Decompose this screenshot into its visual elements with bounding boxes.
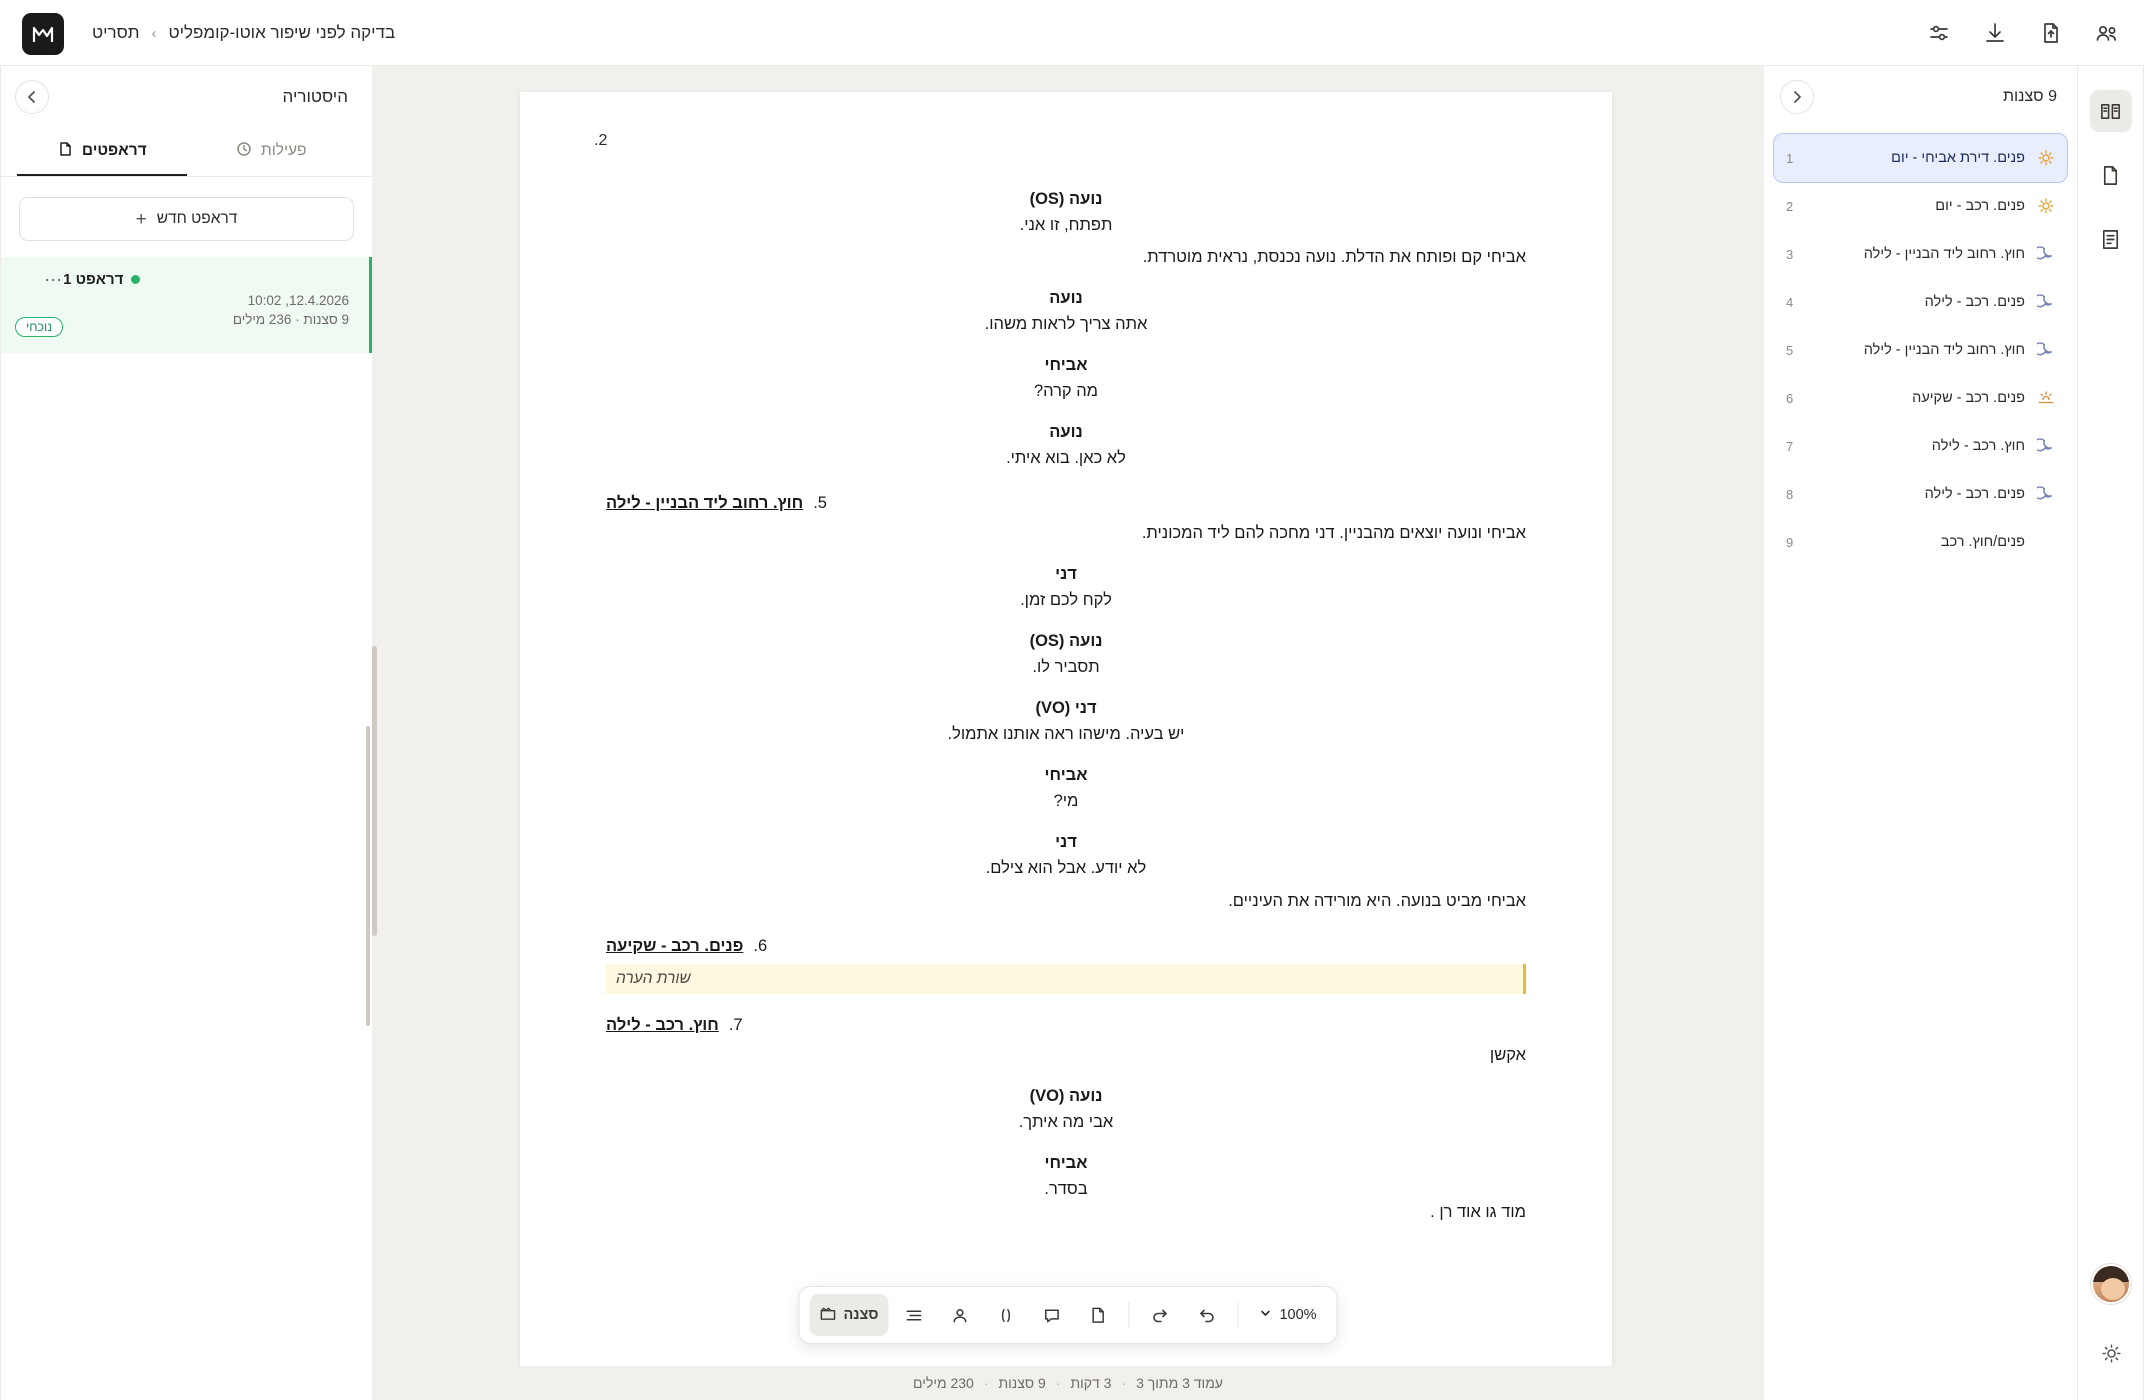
character-name: אביחי <box>1044 766 1088 785</box>
none <box>2035 531 2057 553</box>
scene-number: 4 <box>1786 294 1794 310</box>
scene-number: 3 <box>1786 246 1794 262</box>
status-separator-3: · <box>983 1375 989 1391</box>
character-name: אביחי <box>1044 356 1088 375</box>
board-view-icon[interactable] <box>2090 154 2132 196</box>
collapse-history-button[interactable] <box>15 80 49 114</box>
tab-activity-label: פעילות <box>261 142 307 159</box>
scene-number: 7 <box>1786 438 1794 454</box>
sun-icon <box>2035 195 2057 217</box>
page-number: 2. <box>594 132 608 149</box>
section-title: תסריט <box>92 23 140 42</box>
history-scrollbar[interactable] <box>366 726 370 1026</box>
status-separator-1: · <box>1121 1375 1127 1391</box>
character-name: דני (VO) <box>1035 699 1097 718</box>
dialog-line: בסדר. <box>1044 1179 1088 1198</box>
scene-heading-number: 6. <box>753 936 768 955</box>
scene-list-item[interactable] <box>1774 278 2067 326</box>
drafts-icon <box>57 141 73 162</box>
list-item[interactable] <box>1 257 372 353</box>
undo-icon[interactable] <box>1185 1294 1227 1336</box>
scene-number: 2 <box>1786 198 1794 214</box>
right-rail <box>2078 66 2144 1400</box>
status-duration: 3 דקות <box>1070 1375 1112 1391</box>
history-title: היסטוריה <box>282 87 348 106</box>
history-tabs <box>1 128 372 177</box>
scene-number: 5 <box>1786 342 1794 358</box>
scene-heading[interactable] <box>606 937 1526 956</box>
parenthetical-icon[interactable] <box>984 1294 1026 1336</box>
toolbar-divider-2 <box>1237 1302 1238 1328</box>
scene-list-item[interactable] <box>1774 374 2067 422</box>
moon-icon <box>2035 339 2057 361</box>
character-name: נועה (OS) <box>1029 190 1103 208</box>
project-title: בדיקה לפני שיפור אוטו-קומפליט <box>168 23 396 42</box>
avatar[interactable] <box>2091 1264 2131 1304</box>
breadcrumb-separator: › <box>151 24 157 42</box>
status-scenes: 9 סצנות <box>998 1375 1046 1391</box>
draft-list <box>1 257 372 353</box>
tab-drafts-label: דראפטים <box>81 142 147 159</box>
scene-list-item[interactable] <box>1774 422 2067 470</box>
download-icon[interactable] <box>1980 18 2010 48</box>
script-body[interactable] <box>520 172 1612 1222</box>
align-icon[interactable] <box>892 1294 934 1336</box>
scene-number: 8 <box>1786 486 1794 502</box>
action-line: אביחי מביט בנועה. היא מורידה את העיניים. <box>1228 891 1526 910</box>
sun-icon <box>2035 147 2057 169</box>
scene-list-item[interactable] <box>1774 326 2067 374</box>
status-words: 230 מילים <box>913 1375 974 1391</box>
character-icon[interactable] <box>938 1294 980 1336</box>
scene-heading-text: חוץ. רחוב ליד הבניין - לילה <box>606 494 804 513</box>
theme-toggle-icon[interactable] <box>2092 1334 2130 1372</box>
moon-icon <box>2035 291 2057 313</box>
settings-sliders-icon[interactable] <box>1924 18 1954 48</box>
dialog-line: מי? <box>1053 792 1079 811</box>
scene-heading-number: 5. <box>813 494 827 513</box>
dialog-line: מה קרה? <box>1033 382 1099 401</box>
draft-date: 12.4.2026, 10:02 <box>247 293 349 308</box>
character-name: אביחי <box>1044 1153 1088 1172</box>
scenes-title: 9 סצנות <box>2003 88 2057 105</box>
character-name: נועה <box>1049 289 1083 308</box>
scene-chip-label: סצנה <box>843 1307 879 1323</box>
clock-icon <box>236 141 252 162</box>
character-name: נועה <box>1049 423 1083 442</box>
scene-heading[interactable] <box>606 494 1526 513</box>
action-line: אביחי קם ופותח את הדלת. נועה נכנסת, נראית מוטרדת. <box>1142 248 1526 267</box>
scene-number: 9 <box>1786 534 1794 550</box>
scene-label: פנים. רכב - לילה <box>1924 486 2025 502</box>
dialog-line: תסביר לו. <box>1032 658 1100 677</box>
redo-icon[interactable] <box>1139 1294 1181 1336</box>
action-line: אקשן <box>1489 1045 1526 1064</box>
scene-label: פנים. דירת אביחי - יום <box>1891 150 2025 166</box>
export-file-icon[interactable] <box>2036 18 2066 48</box>
scene-heading-text: פנים. רכב - שקיעה <box>606 936 744 955</box>
plus-icon: + <box>135 208 147 230</box>
scene-heading[interactable] <box>606 1016 1526 1035</box>
notes-view-icon[interactable] <box>2090 218 2132 260</box>
scene-chip-button[interactable] <box>809 1294 888 1336</box>
tab-drafts[interactable] <box>17 128 187 176</box>
scene-label: פנים/חוץ. רכב <box>1940 534 2025 550</box>
scene-label: פנים. רכב - שקיעה <box>1912 390 2025 406</box>
sunset-icon <box>2035 387 2057 409</box>
comment-icon[interactable] <box>1030 1294 1072 1336</box>
scene-list-item[interactable] <box>1774 470 2067 518</box>
toolbar-divider <box>1128 1302 1129 1328</box>
scene-list-item[interactable] <box>1774 134 2067 182</box>
top-bar-tools <box>1924 0 2122 66</box>
scenes-panel <box>1764 66 2078 1400</box>
character-name: דני <box>1055 833 1077 852</box>
moon-icon <box>2035 435 2057 457</box>
scene-list <box>1764 128 2077 566</box>
new-draft-button[interactable] <box>19 197 354 241</box>
scene-label: חוץ. רחוב ליד הבניין - לילה <box>1863 342 2025 358</box>
document-area <box>372 66 1764 1400</box>
top-bar <box>0 0 2144 66</box>
dialog-line: אתה צריך לראות משהו. <box>984 315 1148 334</box>
scene-label: פנים. רכב - לילה <box>1924 294 2025 310</box>
moon-icon <box>2035 243 2057 265</box>
dialog-line: אבי מה איתך. <box>1018 1112 1114 1131</box>
breadcrumb <box>92 0 395 66</box>
note-line[interactable]: שורת הערה <box>606 964 1526 994</box>
chevron-down-icon <box>1258 1306 1272 1324</box>
collaborators-icon[interactable] <box>2092 18 2122 48</box>
character-name: נועה (VO) <box>1029 1086 1103 1105</box>
scene-number: 6 <box>1786 390 1794 406</box>
dialog-line: לקח לכם זמן. <box>1020 591 1112 610</box>
draft-meta: 9 סצנות · 236 מילים <box>232 312 349 327</box>
status-separator-2: · <box>1055 1375 1061 1391</box>
history-header <box>1 66 372 128</box>
expand-scenes-button[interactable] <box>1780 80 1814 114</box>
new-draft-label: דראפט חדש <box>156 210 238 227</box>
character-name: נועה (OS) <box>1029 632 1103 651</box>
scene-list-item[interactable] <box>1774 518 2067 566</box>
brand-logo[interactable] <box>22 13 64 55</box>
scene-list-item[interactable] <box>1774 230 2067 278</box>
script-view-icon[interactable] <box>2090 90 2132 132</box>
scene-heading-number: 7. <box>728 1015 743 1034</box>
scene-list-item[interactable] <box>1774 182 2067 230</box>
zoom-selector[interactable] <box>1248 1306 1326 1324</box>
status-badge: נוכחי <box>15 317 63 337</box>
status-bar <box>372 1366 1764 1400</box>
scene-label: חוץ. רחוב ליד הבניין - לילה <box>1863 246 2025 262</box>
live-status-dot <box>131 275 140 284</box>
scene-heading-text: חוץ. רכב - לילה <box>606 1015 719 1034</box>
scene-label: חוץ. רכב - לילה <box>1931 438 2025 454</box>
dialog-line: לא כאן. בוא איתי. <box>1006 449 1126 468</box>
formatting-toolbar <box>798 1286 1337 1344</box>
zoom-level: 100% <box>1279 1307 1317 1323</box>
document-scrollbar[interactable] <box>372 646 377 936</box>
scene-number: 1 <box>1786 150 1794 166</box>
script-page[interactable] <box>520 92 1612 1400</box>
moon-icon <box>2035 483 2057 505</box>
tab-activity[interactable] <box>187 128 357 176</box>
dialog-line: לא יודע. אבל הוא צילם. <box>985 859 1147 878</box>
dialog-line: יש בעיה. מישהו ראה אותנו אתמול. <box>947 725 1185 744</box>
character-name: דני <box>1055 565 1077 584</box>
scenes-header <box>1764 66 2077 128</box>
transition-line: מוד גו אוד רן . <box>1430 1202 1526 1221</box>
status-page: עמוד 3 מתוך 3 <box>1136 1375 1223 1391</box>
action-line: אביחי ונועה יוצאים מהבניין. דני מחכה להם ליד המכונית. <box>1141 524 1526 543</box>
draft-menu-button[interactable]: ⋯ <box>44 270 64 290</box>
draft-title: דראפט 1 <box>63 271 124 288</box>
page-icon[interactable] <box>1076 1294 1118 1336</box>
clapper-icon <box>819 1305 836 1326</box>
history-panel <box>0 66 372 1400</box>
dialog-line: תפתח, זו אני. <box>1019 216 1113 234</box>
scene-label: פנים. רכב - יום <box>1935 198 2025 214</box>
